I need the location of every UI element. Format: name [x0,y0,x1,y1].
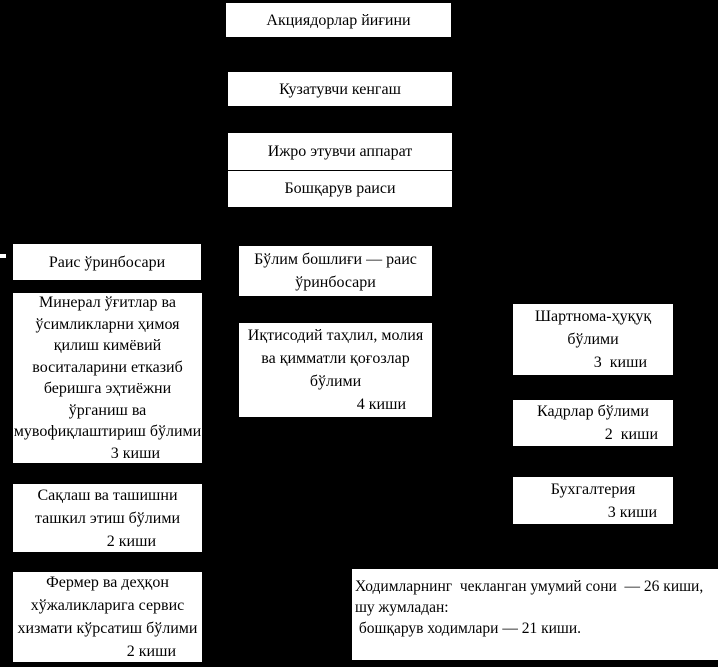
box-label: ўсимликларни ҳимоя [35,315,180,333]
box-label: Раис ўринбосари [48,253,166,271]
box-label: қилиш кимёвий [53,337,162,354]
box-supervisory-council [227,71,453,107]
box-label: ва қимматли қоғозлар [261,350,410,367]
box-label: бўлими [309,373,362,390]
box-label: Иқтисодий таҳлил, молия [247,327,424,344]
box-contract-law-dept [512,303,674,376]
box-label: Бўлим бошлиғи — раис [254,251,417,268]
box-shareholders-meeting [225,2,452,38]
box-label: Кадрлар бўлими [537,403,649,420]
box-storage-transport-dept [12,483,203,553]
staff-count: 4 киши [356,396,406,413]
note-line: шу жумладан: [355,599,449,616]
box-deputy-chairman [12,243,202,281]
staff-count: 2 киши [604,426,658,443]
staff-count: 3 киши [593,354,647,371]
box-label: хизмати кўрсатиш бўлими [17,620,198,637]
executive-apparatus-cell [228,133,452,171]
box-label: мувофиқлаштириш бўлими [13,423,202,440]
box-label: Шартнома-ҳуқуқ [534,308,652,325]
staff-count: 2 киши [126,643,176,660]
box-label: воситаларини етказиб [32,358,183,376]
box-label: Минерал ўғитлар ва [39,294,176,311]
staff-count: 3 киши [110,444,160,462]
box-label: Бошқарув раиси [284,180,396,198]
left-edge-mark [0,254,6,258]
note-line: бошқарув ходимлари — 21 киши. [355,620,582,637]
box-executive-apparatus [227,132,453,208]
box-label: Акциядорлар йиғини [266,11,411,29]
management-chairman-cell [228,171,452,208]
box-label: Ижро этувчи аппарат [267,142,413,160]
box-label: Сақлаш ва ташишни [37,486,178,504]
box-label: Бухгалтерия [550,480,636,498]
staff-count: 3 киши [607,503,657,521]
box-label: бўлими [567,331,619,348]
box-accounting-dept [512,476,674,525]
box-department-head-deputy [238,245,433,297]
box-label: ташкил этиш бўлими [34,509,181,527]
box-label: хўжаликларига сервис [30,597,185,614]
box-hr-dept [512,399,674,447]
box-label: ўрганиш ва [68,401,147,419]
box-label: беришга эҳтиёжни [43,380,172,397]
box-label: Фермер ва деҳқон [46,574,169,591]
box-farmer-service-dept [12,571,203,663]
box-label: Кузатувчи кенгаш [279,80,401,98]
box-label: ўринбосари [295,274,376,291]
staff-count: 2 киши [106,532,156,550]
note-line: Ходимларнинг чекланган умумий сони — 26 киши, [355,578,704,595]
box-mineral-fertilizers-dept [12,292,203,464]
staff-totals-note [352,569,718,660]
box-economic-analysis-dept [238,322,433,418]
